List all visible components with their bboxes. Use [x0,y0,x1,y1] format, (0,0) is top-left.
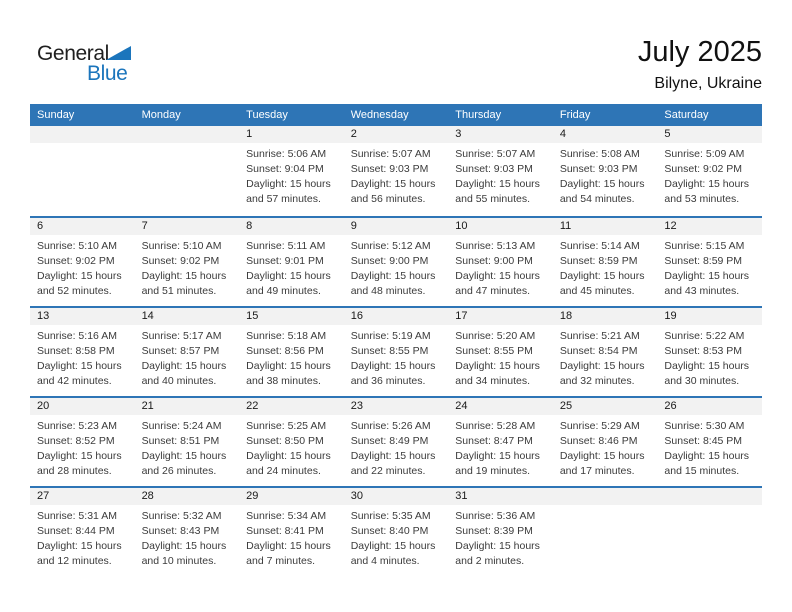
detail-line: Sunrise: 5:19 AM [350,330,431,342]
detail-line: and 57 minutes. [246,193,321,205]
day-details [135,235,240,299]
detail-line: Sunrise: 5:26 AM [350,420,431,432]
day-cell [30,488,135,576]
detail-line: Sunrise: 5:18 AM [246,330,327,342]
detail-line: Sunrise: 5:15 AM [664,240,745,252]
detail-line: Daylight: 15 hours [37,540,122,552]
detail-line: Daylight: 15 hours [141,540,227,552]
day-number: 19 [657,308,762,325]
detail-line: and 30 minutes. [664,375,740,387]
day-cell [30,218,135,306]
day-number: 4 [553,126,658,143]
day-cell [553,308,658,396]
detail-line: Sunrise: 5:21 AM [559,330,640,342]
detail-line: Daylight: 15 hours [141,360,227,372]
day-number: 24 [448,398,553,415]
detail-line: Sunrise: 5:28 AM [455,420,536,432]
detail-line: Sunset: 9:03 PM [559,163,638,175]
day-cell [448,488,553,576]
detail-line: and 54 minutes. [559,193,635,205]
detail-line: Daylight: 15 hours [559,178,645,190]
day-details [344,235,449,299]
detail-line: Sunset: 9:01 PM [246,255,324,267]
day-cell [239,126,344,216]
day-number: 15 [239,308,344,325]
detail-line: Sunrise: 5:20 AM [455,330,536,342]
detail-line: Sunset: 9:02 PM [141,255,220,267]
day-number: 10 [448,218,553,235]
day-details [553,325,658,389]
day-cell [30,398,135,486]
detail-line: and 53 minutes. [664,193,740,205]
detail-line: Sunset: 8:51 PM [141,435,220,447]
detail-line: Sunrise: 5:16 AM [37,330,117,342]
day-cell [135,308,240,396]
detail-line: Daylight: 15 hours [246,540,331,552]
detail-line: Daylight: 15 hours [246,178,331,190]
general-blue-logo [37,42,157,84]
day-number: 2 [344,126,449,143]
day-cell [135,218,240,306]
day-details [239,505,344,569]
weekday-label: Friday [559,109,591,121]
detail-line: Sunset: 8:55 PM [455,345,533,357]
detail-line: Daylight: 15 hours [141,450,227,462]
detail-line: Sunset: 8:54 PM [559,345,638,357]
week-row [30,216,762,306]
detail-line: and 15 minutes. [664,465,740,477]
detail-line: Daylight: 15 hours [455,270,540,282]
day-details [448,505,553,569]
detail-line: Sunset: 8:58 PM [37,345,115,357]
detail-line: Sunset: 9:03 PM [455,163,533,175]
detail-line: Sunrise: 5:31 AM [37,510,117,522]
day-cell [30,308,135,396]
detail-line: Daylight: 15 hours [664,178,750,190]
day-number: 11 [553,218,658,235]
detail-line: Sunset: 8:55 PM [350,345,429,357]
day-details [657,415,762,479]
detail-line: Daylight: 15 hours [559,450,645,462]
day-details [657,325,762,389]
detail-line: Sunrise: 5:34 AM [246,510,327,522]
day-details [30,235,135,299]
detail-line: and 12 minutes. [37,555,112,567]
detail-line: Sunrise: 5:07 AM [350,148,431,160]
detail-line: Sunrise: 5:12 AM [350,240,431,252]
day-cell [657,308,762,396]
day-number: 9 [344,218,449,235]
day-number: 13 [30,308,135,325]
day-details [239,415,344,479]
detail-line: Sunset: 8:46 PM [559,435,638,447]
day-number: 27 [30,488,135,505]
detail-line: Sunset: 8:44 PM [37,525,115,537]
day-details [448,325,553,389]
detail-line: Sunrise: 5:32 AM [141,510,222,522]
detail-line: Daylight: 15 hours [141,270,227,282]
detail-line: and 24 minutes. [246,465,321,477]
detail-line: and 45 minutes. [559,285,635,297]
day-details [448,143,553,207]
detail-line: Daylight: 15 hours [350,178,436,190]
day-details [239,143,344,207]
detail-line: Sunset: 9:02 PM [664,163,743,175]
day-cell [344,218,449,306]
day-details [30,415,135,479]
detail-line: Daylight: 15 hours [246,360,331,372]
day-cell [448,398,553,486]
day-cell [657,218,762,306]
detail-line: Sunrise: 5:08 AM [559,148,640,160]
detail-line: and 47 minutes. [455,285,530,297]
detail-line: Sunrise: 5:13 AM [455,240,536,252]
day-details [657,235,762,299]
day-details [239,235,344,299]
detail-line: and 10 minutes. [141,555,217,567]
detail-line: Daylight: 15 hours [246,270,331,282]
week-row [30,126,762,216]
day-number: 21 [135,398,240,415]
detail-line: Sunrise: 5:14 AM [559,240,640,252]
page-title: July 2025 [637,36,762,68]
detail-line: Daylight: 15 hours [350,540,436,552]
detail-line: and 40 minutes. [141,375,217,387]
day-details [135,505,240,569]
detail-line: and 19 minutes. [455,465,530,477]
detail-line: Daylight: 15 hours [664,270,750,282]
day-number [30,126,135,143]
detail-line: Sunrise: 5:07 AM [455,148,536,160]
detail-line: and 32 minutes. [559,375,635,387]
day-number: 26 [657,398,762,415]
week-row [30,396,762,486]
empty-day-cell [657,488,762,576]
empty-day-cell [135,126,240,216]
empty-day-cell [30,126,135,216]
day-cell [448,308,553,396]
day-details [657,143,762,207]
detail-line: Daylight: 15 hours [350,450,436,462]
detail-line: Daylight: 15 hours [455,450,540,462]
detail-line: Sunrise: 5:25 AM [246,420,327,432]
day-details [344,415,449,479]
detail-line: Daylight: 15 hours [37,270,122,282]
day-cell [239,488,344,576]
week-row [30,486,762,576]
detail-line: and 43 minutes. [664,285,740,297]
day-cell [344,398,449,486]
day-number [135,126,240,143]
day-number: 7 [135,218,240,235]
day-number: 30 [344,488,449,505]
day-number: 28 [135,488,240,505]
detail-line: Sunrise: 5:30 AM [664,420,745,432]
day-details [448,235,553,299]
day-cell [239,308,344,396]
day-details [135,325,240,389]
detail-line: Sunset: 9:04 PM [246,163,324,175]
detail-line: Sunset: 8:39 PM [455,525,533,537]
day-number: 5 [657,126,762,143]
detail-line: and 22 minutes. [350,465,426,477]
day-number: 12 [657,218,762,235]
day-cell [448,126,553,216]
day-cell [344,308,449,396]
detail-line: and 4 minutes. [350,555,420,567]
detail-line: Sunrise: 5:22 AM [664,330,745,342]
detail-line: Sunset: 8:57 PM [141,345,220,357]
detail-line: Sunrise: 5:23 AM [37,420,117,432]
day-cell [553,398,658,486]
detail-line: and 55 minutes. [455,193,530,205]
day-number: 17 [448,308,553,325]
detail-line: Sunset: 8:50 PM [246,435,324,447]
day-details [553,143,658,207]
detail-line: Daylight: 15 hours [246,450,331,462]
day-number: 14 [135,308,240,325]
detail-line: and 2 minutes. [455,555,525,567]
detail-line: Daylight: 15 hours [455,540,540,552]
detail-line: and 51 minutes. [141,285,217,297]
day-number: 29 [239,488,344,505]
day-details [344,143,449,207]
weekday-label: Monday [141,109,181,121]
detail-line: Sunrise: 5:24 AM [141,420,222,432]
logo-triangle-icon [106,46,131,60]
detail-line: Sunset: 9:02 PM [37,255,115,267]
day-number [657,488,762,505]
detail-line: and 28 minutes. [37,465,112,477]
day-number: 22 [239,398,344,415]
detail-line: Sunset: 8:47 PM [455,435,533,447]
day-cell [657,126,762,216]
day-number: 25 [553,398,658,415]
detail-line: Sunset: 8:43 PM [141,525,220,537]
detail-line: Sunset: 8:59 PM [559,255,638,267]
day-details [30,505,135,569]
detail-line: Sunset: 8:41 PM [246,525,324,537]
day-cell [553,218,658,306]
detail-line: Daylight: 15 hours [37,360,122,372]
weekday-header-row [30,104,762,126]
day-details [448,415,553,479]
detail-line: Sunset: 9:00 PM [455,255,533,267]
detail-line: Sunset: 8:45 PM [664,435,743,447]
detail-line: Sunrise: 5:11 AM [246,240,326,252]
day-number: 8 [239,218,344,235]
day-number: 6 [30,218,135,235]
detail-line: Sunrise: 5:06 AM [246,148,327,160]
day-cell [239,218,344,306]
detail-line: Daylight: 15 hours [455,178,540,190]
weekday-label: Saturday [664,109,709,121]
detail-line: Sunrise: 5:10 AM [141,240,222,252]
weekday-label: Wednesday [350,109,409,121]
detail-line: and 56 minutes. [350,193,426,205]
detail-line: and 52 minutes. [37,285,112,297]
day-details [30,325,135,389]
day-number: 18 [553,308,658,325]
day-number: 1 [239,126,344,143]
detail-line: Sunset: 8:40 PM [350,525,429,537]
detail-line: and 42 minutes. [37,375,112,387]
detail-line: Sunrise: 5:17 AM [141,330,222,342]
detail-line: Sunset: 8:49 PM [350,435,429,447]
detail-line: Sunrise: 5:29 AM [559,420,640,432]
day-details [344,505,449,569]
day-cell [344,126,449,216]
week-row [30,306,762,396]
weekday-label: Thursday [455,109,502,121]
detail-line: and 38 minutes. [246,375,321,387]
logo-text-blue: Blue [87,62,128,85]
title-block [638,36,762,93]
day-details [239,325,344,389]
detail-line: Daylight: 15 hours [37,450,122,462]
detail-line: Daylight: 15 hours [664,450,750,462]
detail-line: Sunrise: 5:36 AM [455,510,536,522]
detail-line: and 34 minutes. [455,375,530,387]
day-details [553,235,658,299]
detail-line: and 49 minutes. [246,285,321,297]
detail-line: Daylight: 15 hours [559,360,645,372]
day-cell [553,126,658,216]
detail-line: Daylight: 15 hours [350,360,436,372]
detail-line: and 36 minutes. [350,375,426,387]
detail-line: and 17 minutes. [559,465,635,477]
detail-line: Sunset: 9:00 PM [350,255,429,267]
detail-line: and 7 minutes. [246,555,316,567]
day-cell [344,488,449,576]
day-number: 3 [448,126,553,143]
detail-line: Sunrise: 5:10 AM [37,240,117,252]
detail-line: Daylight: 15 hours [559,270,645,282]
day-cell [657,398,762,486]
weekday-label: Sunday [37,109,75,121]
calendar-weeks [30,126,762,576]
detail-line: Daylight: 15 hours [664,360,750,372]
detail-line: Daylight: 15 hours [350,270,436,282]
day-number: 31 [448,488,553,505]
day-number [553,488,658,505]
empty-day-cell [553,488,658,576]
weekday-label: Tuesday [246,109,288,121]
day-details [344,325,449,389]
detail-line: Sunrise: 5:35 AM [350,510,431,522]
day-details [553,415,658,479]
day-details [135,415,240,479]
logo-text-general: General [37,42,109,65]
detail-line: Sunrise: 5:09 AM [664,148,745,160]
day-cell [448,218,553,306]
detail-line: Sunset: 8:59 PM [664,255,743,267]
detail-line: Sunset: 9:03 PM [350,163,429,175]
day-cell [135,398,240,486]
detail-line: Sunset: 8:56 PM [246,345,324,357]
calendar-table [30,104,762,576]
detail-line: Sunset: 8:53 PM [664,345,743,357]
day-number: 16 [344,308,449,325]
detail-line: and 26 minutes. [141,465,217,477]
detail-line: and 48 minutes. [350,285,426,297]
day-number: 23 [344,398,449,415]
day-cell [239,398,344,486]
day-number: 20 [30,398,135,415]
detail-line: Sunset: 8:52 PM [37,435,115,447]
day-cell [135,488,240,576]
page-subtitle: Bilyne, Ukraine [654,75,762,92]
detail-line: Daylight: 15 hours [455,360,540,372]
